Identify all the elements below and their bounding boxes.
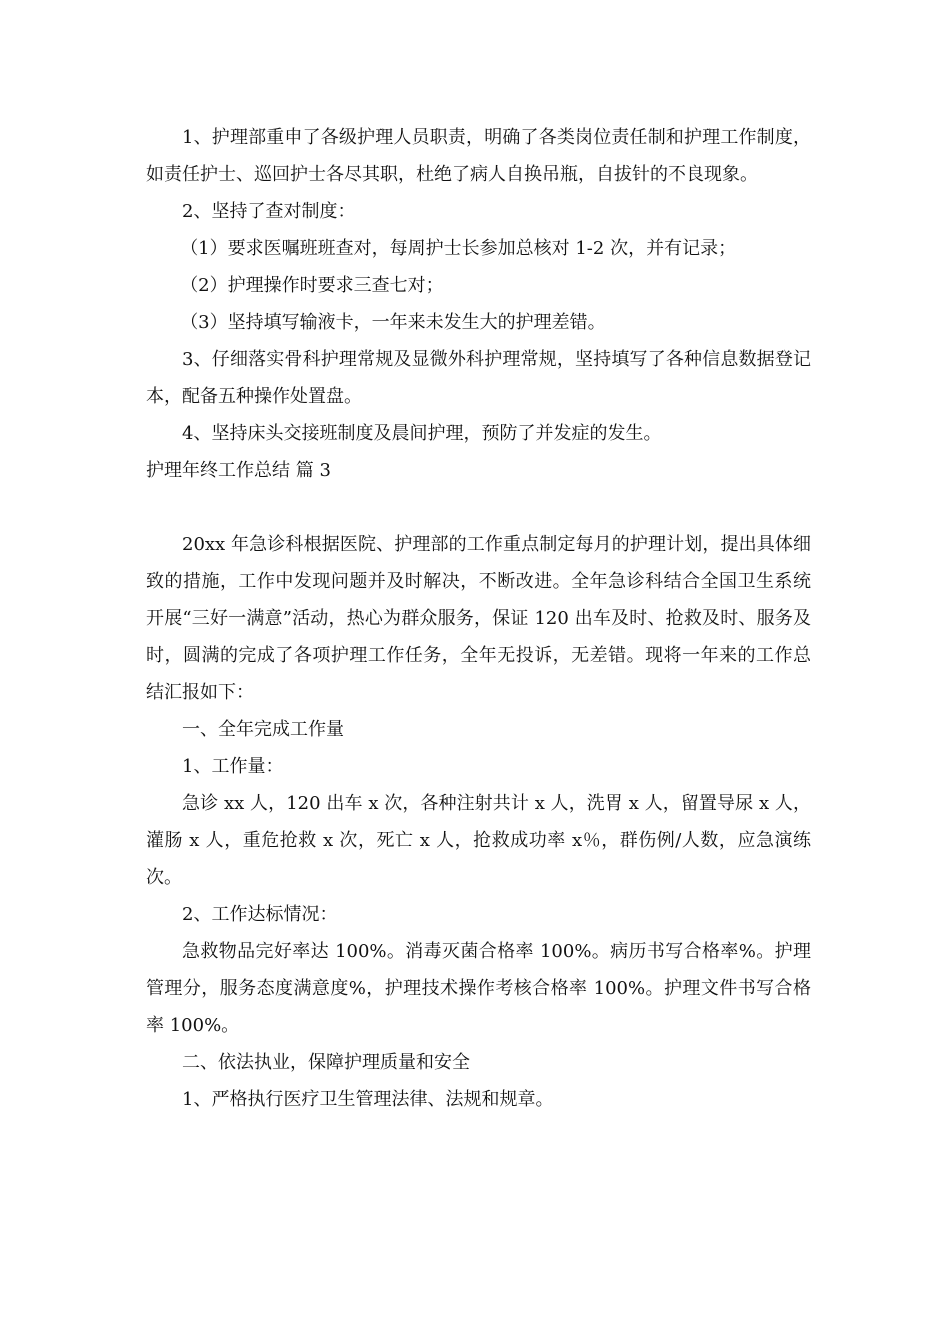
paragraph-intro: 20xx 年急诊科根据医院、护理部的工作重点制定每月的护理计划，提出具体细致的措施，工作中发现问题并及时解决，不断改进。全年急诊科结合全国卫生系统开展“三好一满意”活动，热心为群众服务，保证 120 出车及时、抢救及时、服务及时，圆满的完成了各项护理工作任务，全年无投诉，无差错。现将一年来的工作总结汇报如下： (146, 534, 811, 703)
section-heading: 护理年终工作总结 篇 3 (146, 460, 331, 481)
blank-line (146, 489, 811, 526)
subheading-standards: 2、工作达标情况： (182, 904, 338, 925)
paragraph-check-system: 2、坚持了查对制度： (182, 201, 356, 222)
paragraph-workload-details: 急诊 xx 人，120 出车 x 次，各种注射共计 x 人，洗胃 x 人，留置导尿 x 人，灌肠 x 人，重危抢救 x 次，死亡 x 人，抢救成功率 x％，群伤例/人数，应急演练次。 (146, 793, 811, 888)
paragraph-standards-details: 急救物品完好率达 100%。消毒灭菌合格率 100%。病历书写合格率%。护理管理分，服务态度满意度%，护理技术操作考核合格率 100%。护理文件书写合格率 100%。 (146, 941, 811, 1036)
subheading-workload: 1、工作量： (182, 756, 284, 777)
subheading-legal-practice: 二、依法执业，保障护理质量和安全 (182, 1052, 470, 1073)
paragraph-check-item-2: （2）护理操作时要求三查七对； (180, 275, 444, 296)
document-body (146, 119, 811, 1118)
subheading-annual-workload: 一、全年完成工作量 (182, 719, 344, 740)
paragraph-shift-handover: 4、坚持床头交接班制度及晨间护理，预防了并发症的发生。 (182, 423, 662, 444)
paragraph-duty-system: 1、护理部重申了各级护理人员职责，明确了各类岗位责任制和护理工作制度，如责任护士、巡回护士各尽其职，杜绝了病人自换吊瓶，自拔针的不良现象。 (146, 127, 811, 185)
paragraph-check-item-3: （3）坚持填写输液卡，一年来未发生大的护理差错。 (180, 312, 606, 333)
paragraph-check-item-1: （1）要求医嘱班班查对，每周护士长参加总核对 1-2 次，并有记录； (180, 238, 737, 259)
paragraph-orthopedic-care: 3、仔细落实骨科护理常规及显微外科护理常规，坚持填写了各种信息数据登记本，配备五种操作处置盘。 (146, 349, 811, 407)
paragraph-legal-regulations: 1、严格执行医疗卫生管理法律、法规和规章。 (182, 1089, 554, 1110)
